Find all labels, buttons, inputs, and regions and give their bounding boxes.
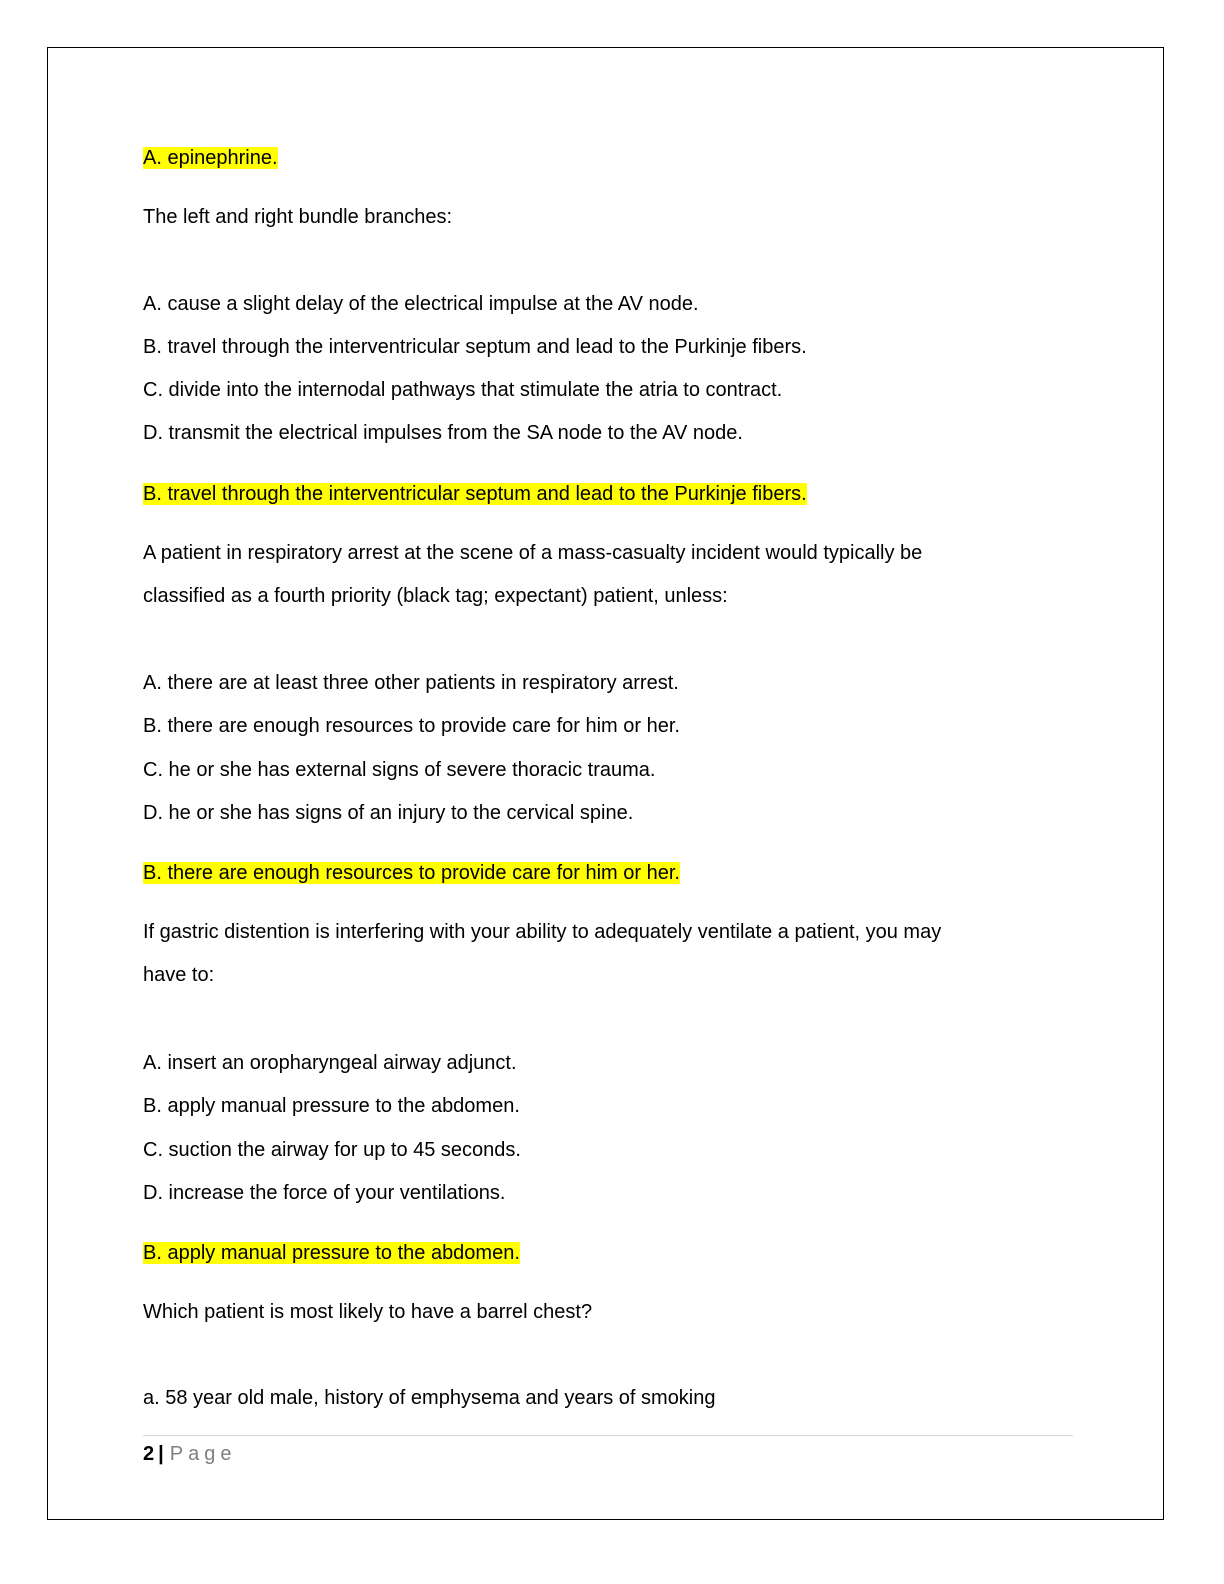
- question-line: A patient in respiratory arrest at the scene of a mass-casualty incident would typically be: [143, 542, 923, 564]
- option-line: A. cause a slight delay of the electrical impulse at the AV node.: [143, 293, 699, 315]
- page-number: 2: [143, 1443, 155, 1465]
- option-line: a. 58 year old male, history of emphysema and years of smoking: [143, 1387, 716, 1409]
- highlighted-answer: B. travel through the interventricular septum and lead to the Purkinje fibers.: [143, 483, 807, 505]
- question-line: If gastric distention is interfering with your ability to adequately ventilate a patient, you may: [143, 921, 942, 943]
- option-line: A. insert an oropharyngeal airway adjunct.: [143, 1052, 517, 1074]
- question-line: have to:: [143, 964, 215, 986]
- option-line: B. travel through the interventricular septum and lead to the Purkinje fibers.: [143, 336, 807, 358]
- highlighted-answer: B. there are enough resources to provide care for him or her.: [143, 862, 680, 884]
- option-line: C. he or she has external signs of severe thoracic trauma.: [143, 759, 656, 781]
- highlighted-answer: A. epinephrine.: [143, 147, 278, 169]
- footer-divider: [143, 1435, 1073, 1436]
- option-line: A. there are at least three other patients in respiratory arrest.: [143, 672, 679, 694]
- option-line: D. he or she has signs of an injury to the cervical spine.: [143, 802, 634, 824]
- answer-line: [143, 860, 680, 886]
- option-line: D. increase the force of your ventilations.: [143, 1182, 506, 1204]
- page-footer: [143, 1441, 236, 1467]
- question-line: The left and right bundle branches:: [143, 206, 453, 228]
- footer-separator: |: [158, 1443, 164, 1465]
- option-line: D. transmit the electrical impulses from the SA node to the AV node.: [143, 422, 743, 444]
- answer-line: [143, 145, 278, 171]
- highlighted-answer: B. apply manual pressure to the abdomen.: [143, 1242, 520, 1264]
- option-line: B. apply manual pressure to the abdomen.: [143, 1095, 520, 1117]
- option-line: C. divide into the internodal pathways that stimulate the atria to contract.: [143, 379, 783, 401]
- answer-line: [143, 1240, 520, 1266]
- answer-line: [143, 481, 807, 507]
- page-label: Page: [169, 1443, 237, 1465]
- option-line: B. there are enough resources to provide care for him or her.: [143, 715, 680, 737]
- question-line: classified as a fourth priority (black tag; expectant) patient, unless:: [143, 585, 728, 607]
- question-line: Which patient is most likely to have a barrel chest?: [143, 1301, 593, 1323]
- option-line: C. suction the airway for up to 45 seconds.: [143, 1139, 521, 1161]
